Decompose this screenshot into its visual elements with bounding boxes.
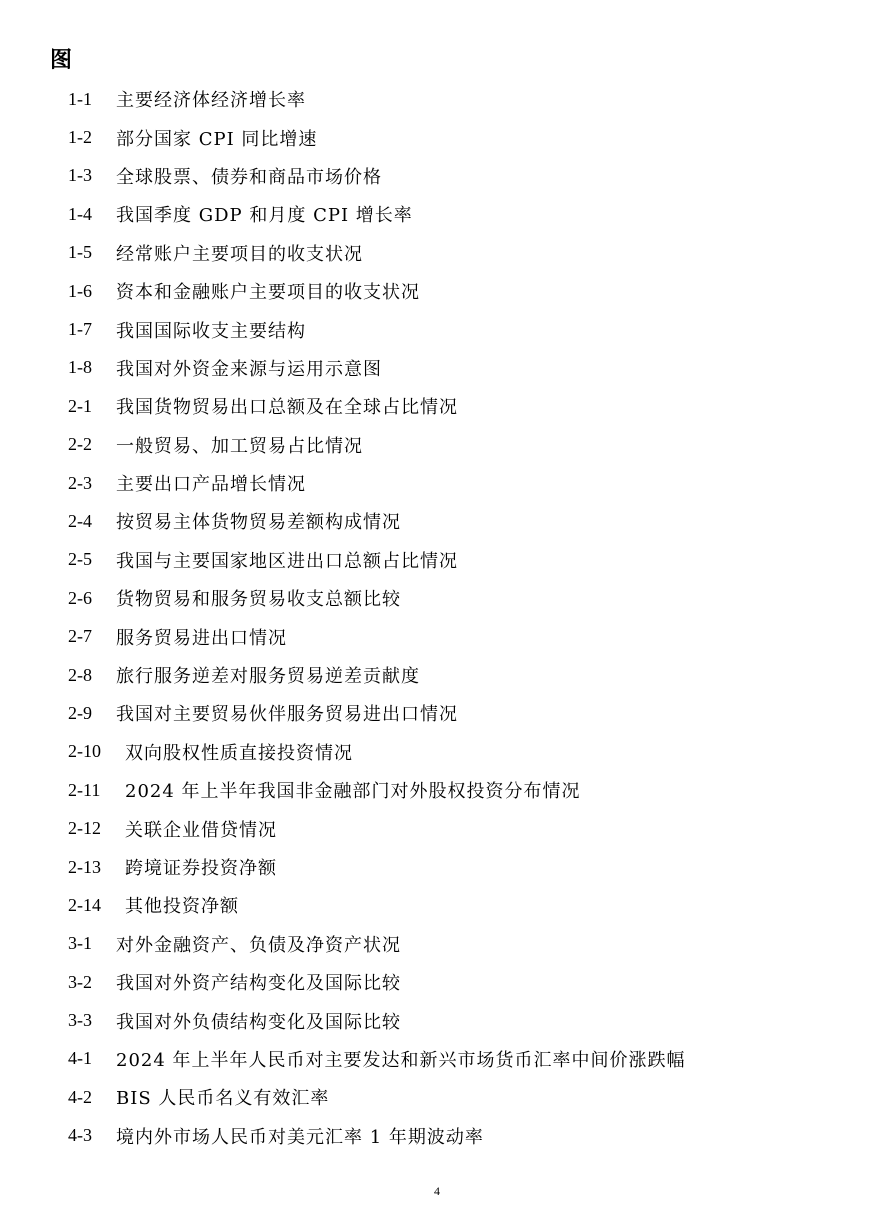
figure-title: 我国对主要贸易伙伴服务贸易进出口情况 xyxy=(116,704,458,726)
figure-title: 双向股权性质直接投资情况 xyxy=(125,742,353,764)
figure-number: 2-8 xyxy=(68,664,92,685)
figure-number: 1-7 xyxy=(68,319,92,340)
figure-list-item xyxy=(68,80,848,118)
figure-list-item xyxy=(68,848,848,886)
figure-title: 我国国际收支主要结构 xyxy=(116,320,306,342)
figure-list-item xyxy=(68,579,848,617)
figure-list-item xyxy=(68,234,848,272)
figure-list-item xyxy=(68,925,848,963)
figure-list-item xyxy=(68,963,848,1001)
figure-list-item xyxy=(68,387,848,425)
figure-title: 部分国家 CPI 同比增速 xyxy=(116,128,318,150)
figure-title: 主要经济体经济增长率 xyxy=(116,90,306,112)
figure-title: 我国季度 GDP 和月度 CPI 增长率 xyxy=(116,205,413,227)
figure-title: 境内外市场人民币对美元汇率 1 年期波动率 xyxy=(116,1126,484,1148)
figure-list-item xyxy=(68,541,848,579)
figure-title: 其他投资净额 xyxy=(125,896,239,918)
figure-number: 2-7 xyxy=(68,626,92,647)
figure-list-item xyxy=(68,310,848,348)
figure-title: 我国与主要国家地区进出口总额占比情况 xyxy=(116,550,458,572)
figure-list-item xyxy=(68,426,848,464)
figure-title: BIS 人民币名义有效汇率 xyxy=(116,1088,330,1110)
figure-list-item xyxy=(68,1117,848,1155)
figure-list-item xyxy=(68,349,848,387)
figure-list-item xyxy=(68,1001,848,1039)
figure-list-item xyxy=(68,502,848,540)
figure-number: 4-3 xyxy=(68,1125,92,1146)
figure-number: 1-8 xyxy=(68,357,92,378)
figure-number: 2-5 xyxy=(68,549,92,570)
figure-title: 我国对外资产结构变化及国际比较 xyxy=(116,973,401,995)
figure-number: 2-6 xyxy=(68,587,92,608)
figure-number: 2-1 xyxy=(68,395,92,416)
figure-title: 经常账户主要项目的收支状况 xyxy=(116,243,363,265)
page-heading: 图 xyxy=(50,48,73,73)
page-number: 4 xyxy=(434,1184,440,1198)
figure-number: 2-13 xyxy=(68,856,101,877)
figure-number: 1-6 xyxy=(68,280,92,301)
figure-number: 3-2 xyxy=(68,971,92,992)
figure-title: 旅行服务逆差对服务贸易逆差贡献度 xyxy=(116,666,420,688)
figure-title: 资本和金融账户主要项目的收支状况 xyxy=(116,282,420,304)
figure-title: 对外金融资产、负债及净资产状况 xyxy=(116,934,401,956)
figure-list-item xyxy=(68,464,848,502)
figure-list-item xyxy=(68,694,848,732)
figure-number: 2-12 xyxy=(68,818,101,839)
figure-number: 4-2 xyxy=(68,1086,92,1107)
figure-title: 关联企业借贷情况 xyxy=(125,819,277,841)
figure-number: 1-1 xyxy=(68,88,92,109)
figure-title: 2024 年上半年我国非金融部门对外股权投资分布情况 xyxy=(125,781,581,803)
figure-title: 货物贸易和服务贸易收支总额比较 xyxy=(116,589,401,611)
figure-title: 服务贸易进出口情况 xyxy=(116,627,287,649)
figure-number: 1-3 xyxy=(68,165,92,186)
figure-list-item xyxy=(68,272,848,310)
figure-title: 全球股票、债券和商品市场价格 xyxy=(116,166,382,188)
figure-title: 一般贸易、加工贸易占比情况 xyxy=(116,435,363,457)
figure-title: 主要出口产品增长情况 xyxy=(116,474,306,496)
figure-title: 跨境证券投资净额 xyxy=(125,858,277,879)
figure-title: 我国货物贸易出口总额及在全球占比情况 xyxy=(116,397,458,419)
figure-number: 3-3 xyxy=(68,1010,92,1031)
figure-title: 我国对外资金来源与运用示意图 xyxy=(116,358,382,380)
figure-list-item xyxy=(68,1078,848,1116)
figure-number: 2-10 xyxy=(68,741,101,762)
figure-list-item xyxy=(68,617,848,655)
figure-number: 4-1 xyxy=(68,1048,92,1069)
figure-list xyxy=(68,80,848,1155)
figure-list-item xyxy=(68,195,848,233)
figure-number: 2-9 xyxy=(68,702,92,723)
figure-title: 按贸易主体货物贸易差额构成情况 xyxy=(116,512,401,534)
figure-number: 2-14 xyxy=(68,894,101,915)
figure-number: 1-4 xyxy=(68,203,92,224)
figure-number: 2-2 xyxy=(68,434,92,455)
figure-list-item xyxy=(68,1040,848,1078)
figure-title: 我国对外负债结构变化及国际比较 xyxy=(116,1011,401,1033)
figure-list-item xyxy=(68,656,848,694)
figure-title: 2024 年上半年人民币对主要发达和新兴市场货币汇率中间价涨跌幅 xyxy=(116,1049,686,1071)
figure-list-item xyxy=(68,118,848,156)
figure-number: 1-5 xyxy=(68,242,92,263)
figure-list-item xyxy=(68,157,848,195)
figure-list-item xyxy=(68,733,848,771)
figure-number: 2-3 xyxy=(68,472,92,493)
figure-list-item xyxy=(68,771,848,809)
figure-number: 1-2 xyxy=(68,127,92,148)
figure-number: 3-1 xyxy=(68,933,92,954)
figure-number: 2-4 xyxy=(68,510,92,531)
figure-list-item xyxy=(68,809,848,847)
figure-list-item xyxy=(68,886,848,924)
figure-number: 2-11 xyxy=(68,779,101,800)
